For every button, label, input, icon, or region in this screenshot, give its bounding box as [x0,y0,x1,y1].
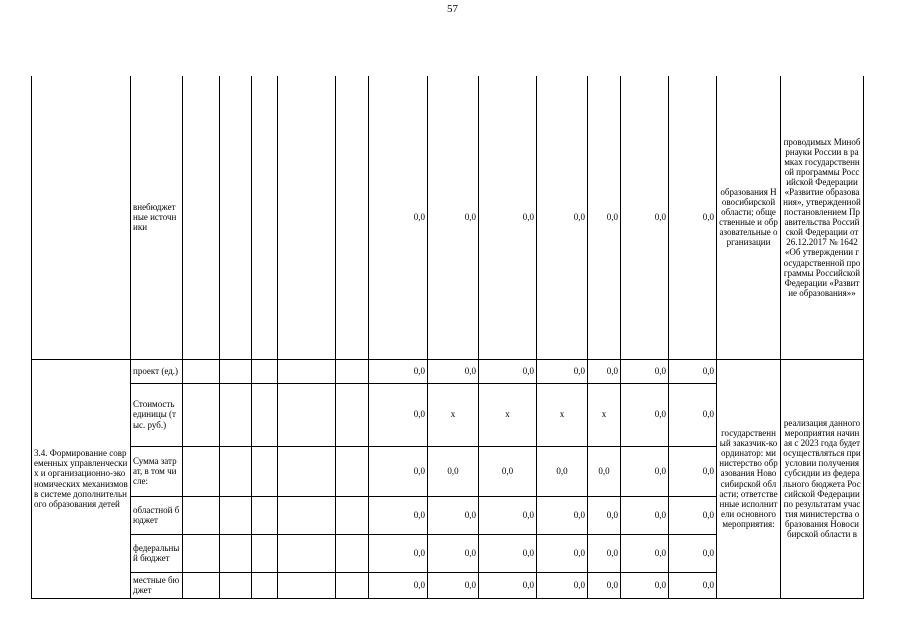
value-cell: x [428,383,479,446]
value-cell: 0,0 [479,496,537,534]
row-label-cell: федеральный бюджет [131,534,183,572]
empty-cell [220,383,252,446]
value-cell: 0,0 [669,534,717,572]
note-cell: реализация данного мероприятия начиная с 2023 года будет осуществляться при условии получения субсидии из федерального бюджета Российской Федерации по результатам участия министерства образования Новосибирской области в [781,359,864,598]
value-cell: 0,0 [588,534,621,572]
value-cell: 0,0 [428,496,479,534]
section-row [32,359,864,383]
value-cell: 0,0 [369,446,428,496]
program-table [31,76,864,599]
value-cell: x [479,383,537,446]
empty-cell [183,383,220,446]
executor-cell: государственный заказчик-координатор: министерство образования Новосибирской области; ответственные исполнители основного мероприятия: [717,359,781,598]
empty-cell [220,534,252,572]
empty-cell [220,359,252,383]
value-cell: 0,0 [428,359,479,383]
empty-cell [336,496,369,534]
empty-cell [220,446,252,496]
empty-cell [252,496,278,534]
page-number: 57 [447,3,458,15]
value-cell: 0,0 [621,534,669,572]
row-label-cell: Сумма затрат, в том числе: [131,446,183,496]
value-cell: 0,0 [669,359,717,383]
row-label-cell: местные бюджет [131,572,183,598]
section-name-cell: 3.4. Формирование современных управленческих и организационно-экономических механизмов в системе дополнительного образования детей [32,359,131,598]
value-cell: 0,0 [621,359,669,383]
value-cell: 0,0 [537,359,588,383]
value-cell: 0,0 [669,496,717,534]
empty-cell [183,534,220,572]
value-cell: 0,0 [537,534,588,572]
empty-cell [336,359,369,383]
empty-cell [252,572,278,598]
empty-cell [278,383,336,446]
empty-cell [278,534,336,572]
value-cell: 0,0 [369,534,428,572]
empty-cell [336,446,369,496]
value-cell: x [588,383,621,446]
value-cell: 0,0 [428,534,479,572]
value-cell: 0,0 [369,496,428,534]
value-cell: 0,0 [621,383,669,446]
empty-cell [336,572,369,598]
empty-cell [183,496,220,534]
value-cell: 0,0 [369,383,428,446]
value-cell: 0,0 [479,359,537,383]
empty-cell [336,383,369,446]
empty-cell [220,496,252,534]
value-cell: 0,0 [537,496,588,534]
value-cell: 0,0 [428,76,479,359]
value-cell: 0,0 [479,446,537,496]
empty-cell [278,496,336,534]
empty-cell [252,76,278,359]
value-cell: 0,0 [621,446,669,496]
value-cell: 0,0 [537,572,588,598]
value-cell: 0,0 [428,572,479,598]
empty-cell [183,446,220,496]
empty-cell [278,76,336,359]
value-cell: 0,0 [537,446,588,496]
value-cell: 0,0 [588,359,621,383]
value-cell: x [537,383,588,446]
value-cell: 0,0 [588,446,621,496]
empty-cell [183,359,220,383]
empty-cell [336,534,369,572]
empty-cell [252,383,278,446]
value-cell: 0,0 [621,76,669,359]
empty-cell [252,359,278,383]
row-label-cell: Стоимость единицы (тыс. руб.) [131,383,183,446]
executor-cell: образования Новосибирской области; общественные и образовательные организации [717,76,781,359]
empty-cell [220,76,252,359]
value-cell: 0,0 [588,496,621,534]
value-cell: 0,0 [621,572,669,598]
value-cell: 0,0 [369,76,428,359]
note-cell: проводимых Минобрнауки России в рамках государственной программы Российской Федерации «Развитие образования», утвержденной постановлением Правительства Российской Федерации от 26.12.2017 № 1642 «Об утверждении государственной программы Российской Федерации «Развитие образования»» [781,76,864,359]
value-cell: 0,0 [479,572,537,598]
empty-cell [252,446,278,496]
empty-cell [278,572,336,598]
value-cell: 0,0 [621,496,669,534]
top-row [32,76,864,359]
funding-source-cell: внебюджетные источники [131,76,183,359]
empty-cell [252,534,278,572]
value-cell: 0,0 [669,446,717,496]
name-cell-empty [32,76,131,359]
value-cell: 0,0 [537,76,588,359]
empty-cell [183,76,220,359]
value-cell: 0,0 [588,76,621,359]
row-label-cell: областной бюджет [131,496,183,534]
value-cell: 0,0 [428,446,479,496]
value-cell: 0,0 [479,534,537,572]
empty-cell [220,572,252,598]
value-cell: 0,0 [588,572,621,598]
value-cell: 0,0 [669,76,717,359]
empty-cell [278,446,336,496]
value-cell: 0,0 [369,572,428,598]
empty-cell [278,359,336,383]
value-cell: 0,0 [669,383,717,446]
empty-cell [336,76,369,359]
value-cell: 0,0 [479,76,537,359]
value-cell: 0,0 [669,572,717,598]
value-cell: 0,0 [369,359,428,383]
empty-cell [183,572,220,598]
row-label-cell: проект (ед.) [131,359,183,383]
